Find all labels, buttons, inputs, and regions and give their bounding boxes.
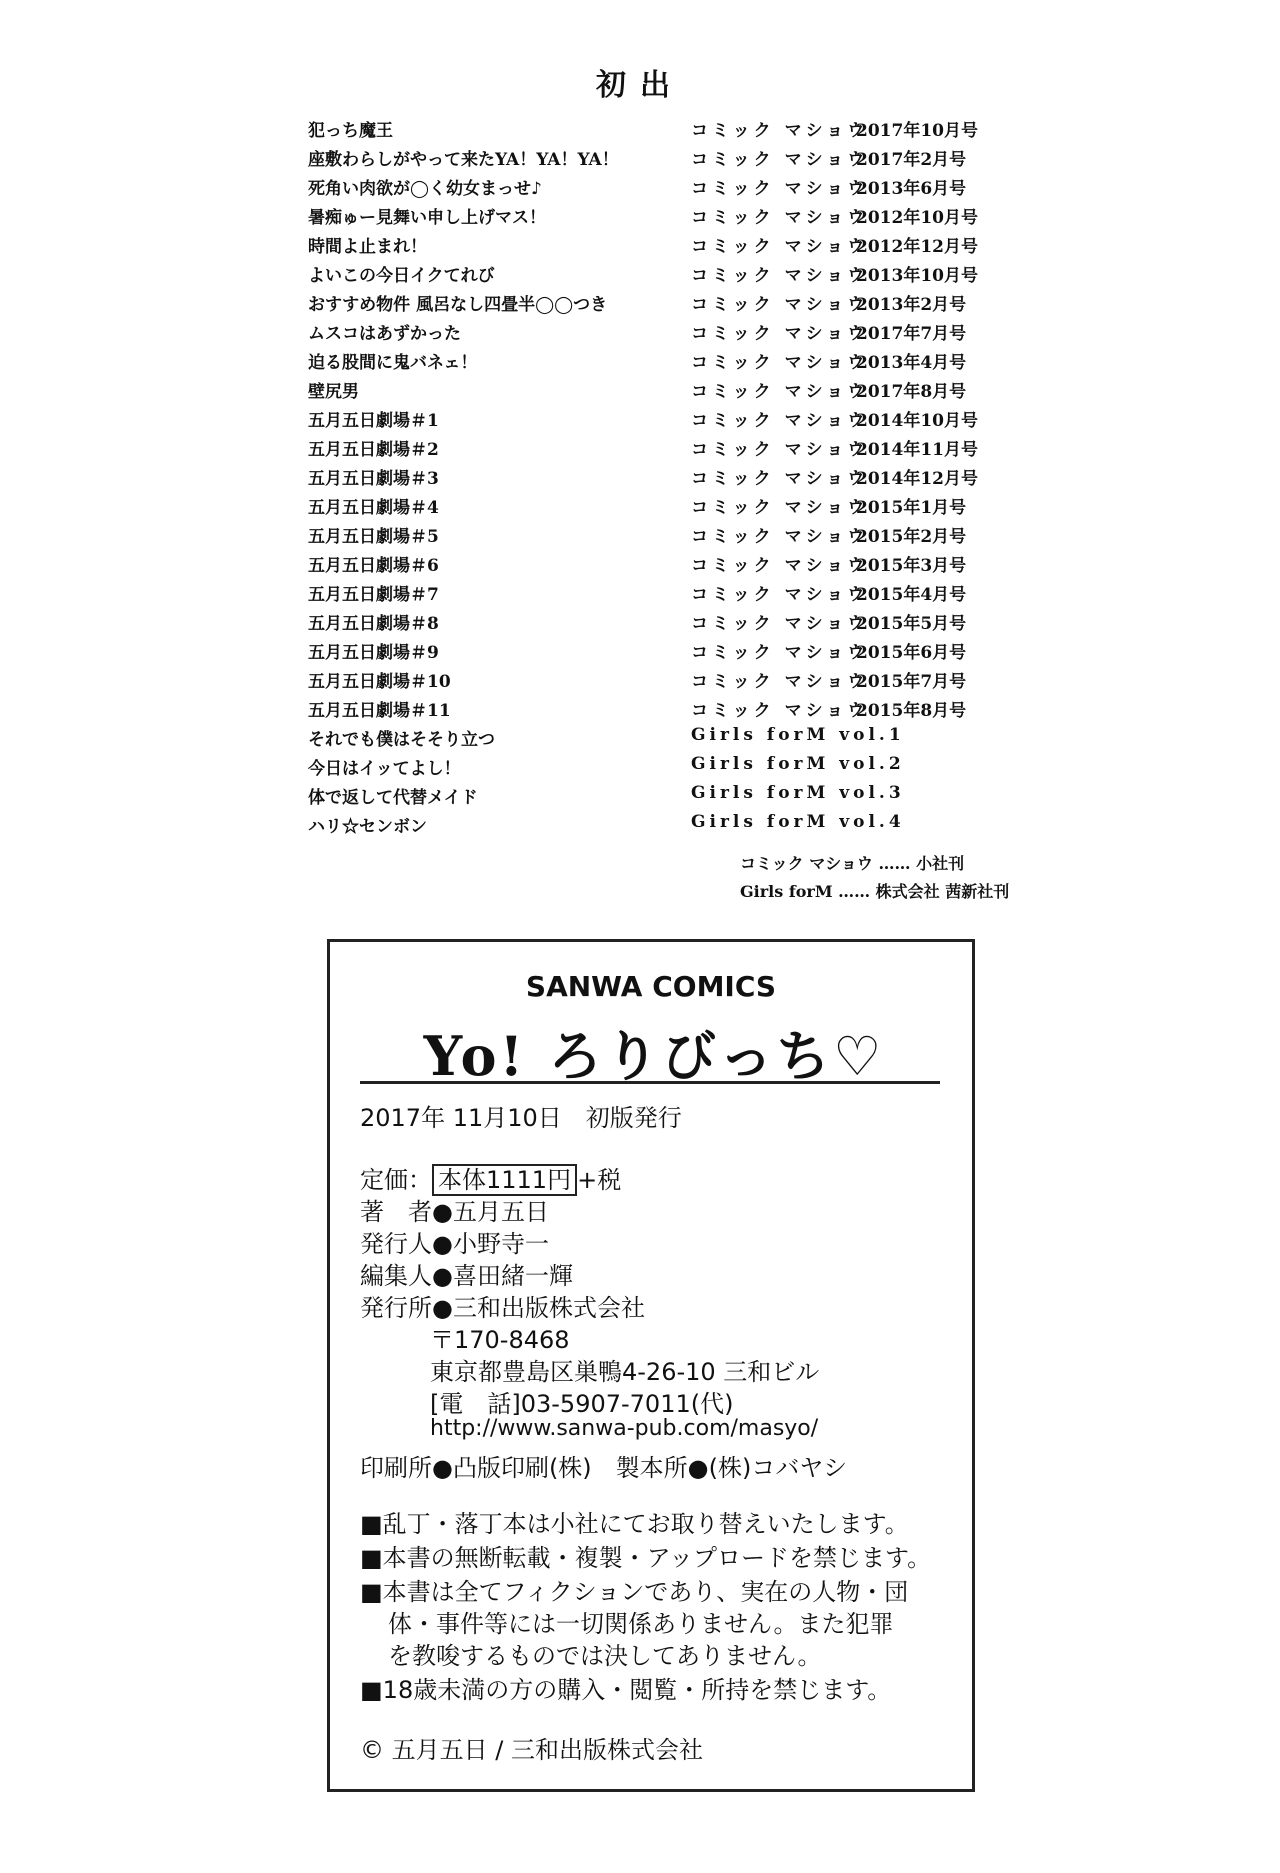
entry-date: 2014年10月号 [856,411,978,431]
entry-magazine: コミック マショウ [691,469,869,489]
entry-date: 2013年4月号 [856,353,967,373]
entry-date: 2017年8月号 [856,382,967,402]
entry-row [308,638,1028,667]
entry-magazine: コミック マショウ [691,614,869,634]
entry-row [308,435,1028,464]
entry-date: 2017年2月号 [856,150,967,170]
page-heading: 初出 [596,68,684,103]
entry-title: 五月五日劇場＃11 [308,701,451,721]
entry-magazine: コミック マショウ [691,382,869,402]
phone: [電 話]03-5907-7011(代) [430,1390,734,1418]
entry-title: 五月五日劇場＃8 [308,614,439,634]
entry-magazine: Girls forM vol.4 [691,812,905,832]
entry-title: 壁尻男 [308,382,359,402]
entry-date: 2015年7月号 [856,672,967,692]
entry-row [308,783,1028,812]
entry-title: 五月五日劇場＃10 [308,672,451,692]
entry-magazine: コミック マショウ [691,672,869,692]
entry-row [308,551,1028,580]
entry-row [308,174,1028,203]
entry-title: 五月五日劇場＃6 [308,556,439,576]
entry-title: 五月五日劇場＃9 [308,643,439,663]
entry-magazine: コミック マショウ [691,150,869,170]
entry-date: 2015年8月号 [856,701,967,721]
entry-title: ムスコはあずかった [308,324,461,344]
entry-row [308,261,1028,290]
entry-magazine: コミック マショウ [691,701,869,721]
entry-title: おすすめ物件 風呂なし四畳半◯◯つき [308,295,608,315]
entry-row [308,464,1028,493]
warning-fiction: ■本書は全てフィクションであり、実在の人物・団 [360,1578,909,1606]
issuer-line: 発行人●小野寺一 [360,1230,549,1258]
entry-title: 体で返して代替メイド [308,788,478,808]
entry-magazine: コミック マショウ [691,353,869,373]
warning-fiction-line2: 体・事件等には一切関係ありません。また犯罪 [388,1610,894,1638]
price-label: 定価： [360,1166,432,1194]
entry-magazine: Girls forM vol.2 [691,754,905,774]
author-line: 著 者●五月五日 [360,1198,549,1226]
entry-magazine: Girls forM vol.1 [691,725,905,745]
entry-magazine: コミック マショウ [691,208,869,228]
editor-line: 編集人●喜田緒一輝 [360,1262,573,1290]
publisher-note: Girls forM …… 株式会社 茜新社刊 [740,882,1010,901]
entry-magazine: コミック マショウ [691,179,869,199]
entry-title: 犯っち魔王 [308,121,393,141]
edition-date: 2017年 11月10日 初版発行 [360,1104,682,1132]
entry-title: 暑痴ゅー見舞い申し上げマス！ [308,208,546,228]
entry-row [308,696,1028,725]
first-appearance-list [308,116,1028,841]
entry-row [308,725,1028,754]
book-title: Yo! ろりびっち♡ [423,1024,885,1088]
address: 東京都豊島区巣鴨4-26-10 三和ビル [430,1358,820,1386]
entry-row [308,145,1028,174]
entry-title: 五月五日劇場＃5 [308,527,439,547]
entry-date: 2017年7月号 [856,324,967,344]
postal-code: 〒170-8468 [430,1326,570,1354]
entry-magazine: コミック マショウ [691,643,869,663]
entry-date: 2015年2月号 [856,527,967,547]
entry-row [308,203,1028,232]
warning-copy: ■本書の無断転載・複製・アップロードを禁じます。 [360,1544,932,1572]
entry-title: ハリ☆センボン [308,817,427,837]
entry-date: 2015年4月号 [856,585,967,605]
entry-row [308,812,1028,841]
entry-title: 五月五日劇場＃4 [308,498,439,518]
entry-magazine: コミック マショウ [691,266,869,286]
entry-magazine: コミック マショウ [691,411,869,431]
entry-title: 時間よ止まれ！ [308,237,427,257]
entry-date: 2015年1月号 [856,498,967,518]
colophon-box [327,939,975,1792]
entry-magazine: コミック マショウ [691,527,869,547]
entry-magazine: コミック マショウ [691,556,869,576]
entry-row [308,406,1028,435]
entry-row [308,609,1028,638]
website-url: http://www.sanwa-pub.com/masyo/ [430,1416,819,1441]
entry-date: 2015年5月号 [856,614,967,634]
entry-row [308,667,1028,696]
entry-row [308,348,1028,377]
entry-row [308,319,1028,348]
entry-title: 五月五日劇場＃2 [308,440,439,460]
entry-title: 今日はイッてよし！ [308,759,461,779]
price-value: 本体1111円 [432,1164,577,1196]
entry-date: 2017年10月号 [856,121,978,141]
entry-date: 2014年12月号 [856,469,978,489]
entry-date: 2013年6月号 [856,179,967,199]
entry-date: 2015年6月号 [856,643,967,663]
printer-line: 印刷所●凸版印刷(株) 製本所●(株)コバヤシ [360,1454,848,1482]
entry-title: 座敷わらしがやって来たYA！YA！YA！ [308,150,619,170]
entry-title: 死角い肉欲が◯く幼女まっせ♪ [308,179,542,199]
entry-magazine: コミック マショウ [691,295,869,315]
entry-date: 2015年3月号 [856,556,967,576]
entry-title: よいこの今日イクてれび [308,266,495,286]
publisher-notes [740,850,1009,906]
entry-date: 2012年10月号 [856,208,978,228]
entry-row [308,116,1028,145]
publisher-note: コミック マショウ …… 小社刊 [740,854,965,873]
entry-magazine: コミック マショウ [691,237,869,257]
warning-age: ■18歳未満の方の購入・閲覧・所持を禁じます。 [360,1676,892,1704]
entry-title: 五月五日劇場＃7 [308,585,439,605]
entry-title: それでも僕はそそり立つ [308,730,495,750]
price-tax: +税 [577,1166,622,1194]
entry-title: 五月五日劇場＃3 [308,469,439,489]
entry-magazine: コミック マショウ [691,498,869,518]
entry-row [308,290,1028,319]
warning-replacement: ■乱丁・落丁本は小社にてお取り替えいたします。 [360,1510,909,1538]
entry-row [308,580,1028,609]
entry-magazine: コミック マショウ [691,585,869,605]
warning-fiction-line3: を教唆するものでは決してありません。 [388,1642,822,1670]
entry-title: 迫る股間に鬼バネェ！ [308,353,478,373]
entry-row [308,522,1028,551]
entry-row [308,754,1028,783]
entry-magazine: Girls forM vol.3 [691,783,905,803]
entry-date: 2013年2月号 [856,295,967,315]
entry-magazine: コミック マショウ [691,440,869,460]
entry-magazine: コミック マショウ [691,121,869,141]
entry-date: 2013年10月号 [856,266,978,286]
entry-date: 2014年11月号 [856,440,978,460]
entry-row [308,493,1028,522]
publisher-line: 発行所●三和出版株式会社 [360,1294,645,1322]
copyright: © 五月五日 / 三和出版株式会社 [360,1736,703,1764]
entry-row [308,232,1028,261]
entry-date: 2012年12月号 [856,237,978,257]
entry-magazine: コミック マショウ [691,324,869,344]
price-line [360,1160,621,1195]
title-underline [360,1081,940,1084]
brand-label: SANWA COMICS [525,970,777,1003]
entry-title: 五月五日劇場＃1 [308,411,439,431]
entry-row [308,377,1028,406]
